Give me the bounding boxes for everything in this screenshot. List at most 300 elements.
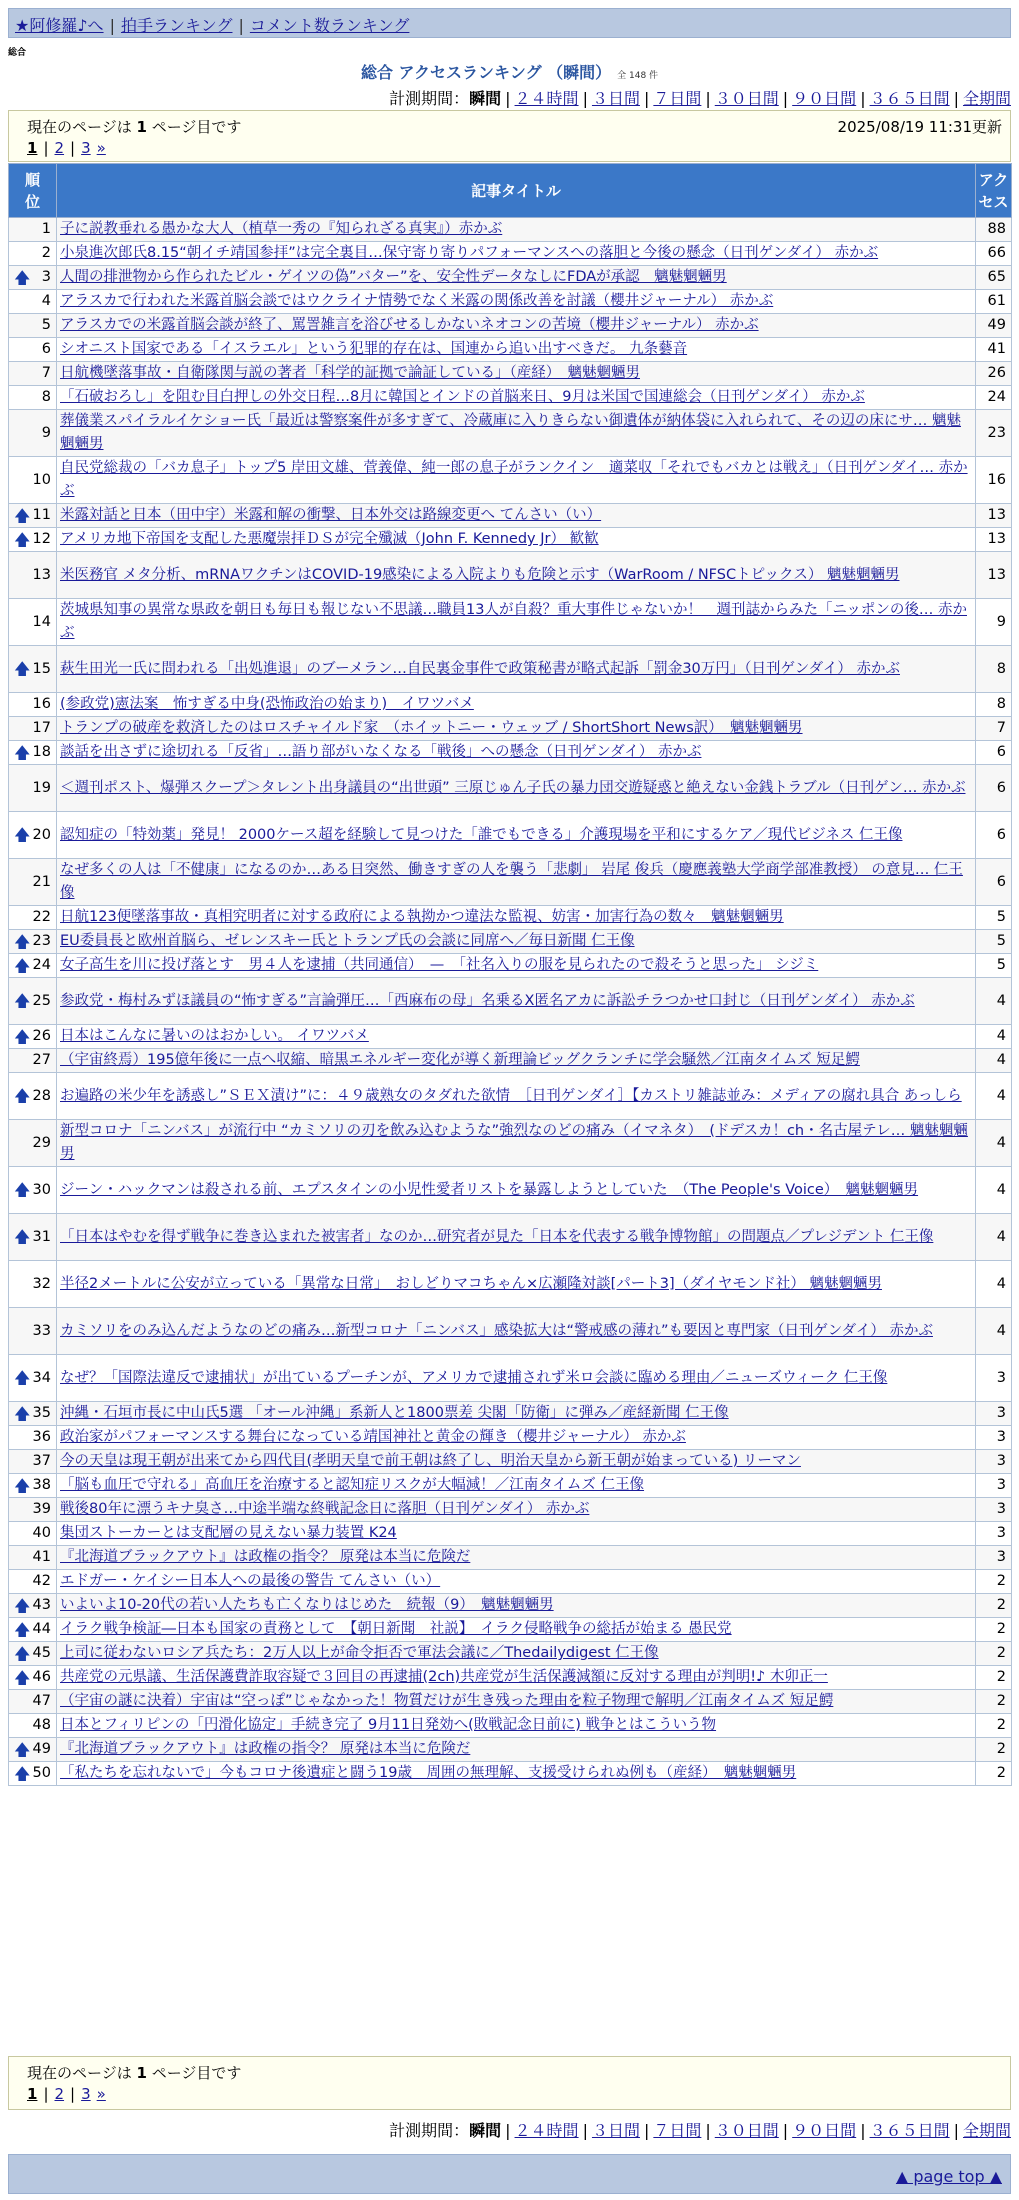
access-count: 2 xyxy=(976,1666,1012,1690)
title-cell xyxy=(57,266,976,290)
access-count: 4 xyxy=(976,1308,1012,1355)
title-cell xyxy=(57,528,976,552)
rank-number: 16 xyxy=(32,696,51,712)
period-option-7d[interactable]: ７日間 xyxy=(653,89,702,108)
rank-number: 3 xyxy=(41,269,51,285)
rank-cell xyxy=(9,528,57,552)
article-link[interactable]: 米医務官 メタ分析、mRNAワクチンはCOVID-19感染による入院よりも危険と示す（WarRoom / NFSCトピックス） 魑魅魍魎男 xyxy=(60,566,900,583)
access-count: 3 xyxy=(976,1546,1012,1570)
table-row xyxy=(9,218,1012,242)
title-cell xyxy=(57,1714,976,1738)
access-count: 65 xyxy=(976,266,1012,290)
access-count: 2 xyxy=(976,1618,1012,1642)
rank-cell xyxy=(9,457,57,504)
access-count: 61 xyxy=(976,290,1012,314)
table-row xyxy=(9,978,1012,1025)
article-link[interactable]: （宇宙終焉）195億年後に一点へ収縮、暗黒エネルギー変化が導く新理論ビッグクランチに学会騒然／江南タイムズ 短足鰐 xyxy=(60,1052,860,1068)
access-count: 6 xyxy=(976,859,1012,906)
rank-number: 46 xyxy=(32,1669,51,1685)
article-link[interactable]: 茨城県知事の異常な県政を朝日も毎日も報じない不思議…職員13人が自殺？重大事件じゃないか！ 週刊誌からみた「ニッポンの後… 赤かぶ xyxy=(60,602,967,641)
title-cell xyxy=(57,1666,976,1690)
rank-number: 39 xyxy=(32,1501,51,1517)
article-link[interactable]: 参政党・梅村みずほ議員の“怖すぎる”言論弾圧…「西麻布の母」名乗るX匿名アカに訴訟チラつかせ口封じ（日刊ゲンダイ） 赤かぶ xyxy=(60,992,915,1009)
access-count: 24 xyxy=(976,386,1012,410)
article-link[interactable]: （宇宙の謎に決着）宇宙は“空っぽ”じゃなかった！物質だけが生き残った理由を粒子物理で解明／江南タイムズ 短足鰐 xyxy=(60,1693,834,1709)
article-link[interactable]: (参政党)憲法案 怖すぎる中身(恐怖政治の始まり) イワツバメ xyxy=(60,696,474,712)
table-row xyxy=(9,1355,1012,1402)
article-link[interactable]: 「日本はやむを得ず戦争に巻き込まれた被害者」なのか…研究者が見た「日本を代表する戦争博物館」の問題点／プレジデント 仁王像 xyxy=(60,1228,934,1245)
rank-number: 20 xyxy=(32,826,51,843)
rank-number: 30 xyxy=(32,1181,51,1198)
title-cell xyxy=(57,410,976,457)
article-link[interactable]: 「石破おろし」を阻む目白押しの外交日程…8月に韓国とインドの首脳来日、9月は米国で国連総会（日刊ゲンダイ） 赤かぶ xyxy=(60,389,865,405)
access-count: 4 xyxy=(976,1025,1012,1049)
rank-cell xyxy=(9,1498,57,1522)
rank-number: 18 xyxy=(32,744,51,760)
title-cell xyxy=(57,1546,976,1570)
title-cell xyxy=(57,1498,976,1522)
period-option-all[interactable]: 全期間 xyxy=(962,2121,1011,2140)
table-row xyxy=(9,266,1012,290)
table-row xyxy=(9,457,1012,504)
rank-cell xyxy=(9,242,57,266)
rank-cell xyxy=(9,1120,57,1167)
title-cell xyxy=(57,504,976,528)
rank-cell xyxy=(9,266,57,290)
rank-number: 37 xyxy=(32,1453,51,1469)
table-row xyxy=(9,646,1012,693)
total-count: 全 148 件 xyxy=(617,71,659,81)
access-count: 5 xyxy=(976,930,1012,954)
article-link[interactable]: ＜週刊ポスト、爆弾スクープ＞タレント出身議員の“出世頭” 三原じゅん子氏の暴力団交遊疑惑と絶えない金銭トラブル（日刊ゲン… 赤かぶ xyxy=(60,779,966,796)
title-cell xyxy=(57,1049,976,1073)
page-current: 1 xyxy=(27,2085,38,2103)
period-selector-top: 計測期間：瞬間 | ２４時間 | ３日間 | ７日間 | ３０日間 | ９０日間 | ３６５日間 | 全期間 xyxy=(389,89,1011,108)
rank-up-arrow-icon: 🡅 xyxy=(14,1180,31,1199)
rank-number: 14 xyxy=(32,613,51,630)
rank-up-arrow-icon: 🡅 xyxy=(14,1368,31,1387)
rank-number: 9 xyxy=(41,424,51,441)
access-count: 2 xyxy=(976,1690,1012,1714)
title-cell xyxy=(57,386,976,410)
title-cell xyxy=(57,552,976,599)
article-link[interactable]: 共産党の元県議、生活保護費詐取容疑で３回目の再逮捕(2ch)共産党が生活保護減額に反対する理由が判明!♪ 木卯正一 xyxy=(60,1669,828,1685)
title-cell xyxy=(57,1426,976,1450)
rank-cell xyxy=(9,1714,57,1738)
article-link[interactable]: 日航123便墜落事故・真相究明者に対する政府による執拗かつ違法な監視、妨害・加害行為の数々 魑魅魍魎男 xyxy=(60,909,784,925)
table-row xyxy=(9,693,1012,717)
article-link[interactable]: アラスカでの米露首脳会談が終了、罵詈雑言を浴びせるしかないネオコンの苦境（櫻井ジャーナル） 赤かぶ xyxy=(60,317,759,333)
rank-cell xyxy=(9,1167,57,1214)
period-option-3d[interactable]: ３日間 xyxy=(591,2121,640,2140)
rank-up-arrow-icon: 🡅 xyxy=(14,1667,31,1687)
access-count: 8 xyxy=(976,693,1012,717)
rank-up-arrow-icon: 🡅 xyxy=(14,955,31,975)
access-count: 3 xyxy=(976,1426,1012,1450)
rank-number: 12 xyxy=(32,531,51,547)
article-link[interactable]: 米露対話と日本（田中宇）米露和解の衝撃、日本外交は路線変更へ てんさい（い） xyxy=(60,507,602,523)
table-row xyxy=(9,242,1012,266)
period-option-90d[interactable]: ９０日間 xyxy=(792,89,857,108)
table-row xyxy=(9,1308,1012,1355)
rank-number: 35 xyxy=(32,1405,51,1421)
rank-cell xyxy=(9,1666,57,1690)
table-row xyxy=(9,1522,1012,1546)
title-cell xyxy=(57,290,976,314)
rank-cell xyxy=(9,1738,57,1762)
article-link[interactable]: 上司に従わないロシア兵たち：2万人以上が命令拒否で軍法会議に／Thedailydigest 仁王像 xyxy=(60,1645,659,1661)
nav-separator: | xyxy=(109,16,115,35)
article-link[interactable]: 日本とフィリピンの「円滑化協定」手続き完了 9月11日発効へ(敗戦記念日前に) 戦争とはこういう物 xyxy=(60,1717,717,1733)
period-option-all[interactable]: 全期間 xyxy=(962,89,1011,108)
period-option-24h[interactable]: ２４時間 xyxy=(514,2121,579,2140)
table-row xyxy=(9,1426,1012,1450)
table-row xyxy=(9,599,1012,646)
table-row xyxy=(9,410,1012,457)
rank-cell xyxy=(9,765,57,812)
table-row xyxy=(9,504,1012,528)
table-row xyxy=(9,1546,1012,1570)
comment-ranking-link[interactable]: コメント数ランキング xyxy=(249,16,410,35)
title-cell xyxy=(57,242,976,266)
header-title: 記事タイトル xyxy=(57,164,976,218)
access-count: 13 xyxy=(976,528,1012,552)
period-label: 計測期間： xyxy=(389,89,470,108)
title-cell xyxy=(57,1025,976,1049)
table-row xyxy=(9,717,1012,741)
article-link[interactable]: 『北海道ブラックアウト』は政権の指令？ 原発は本当に危険だ xyxy=(60,1741,471,1757)
rank-number: 38 xyxy=(32,1477,51,1493)
access-count: 2 xyxy=(976,1642,1012,1666)
title-cell xyxy=(57,1618,976,1642)
title-cell xyxy=(57,1402,976,1426)
title-cell xyxy=(57,741,976,765)
rank-number: 4 xyxy=(41,293,51,309)
rank-cell xyxy=(9,859,57,906)
article-link[interactable]: 『北海道ブラックアウト』は政権の指令？ 原発は本当に危険だ xyxy=(60,1549,471,1565)
article-link[interactable]: 日航機墜落事故・自衛隊関与説の著者「科学的証拠で論証している」（産経） 魑魅魍魎男 xyxy=(60,365,640,381)
page-next-link[interactable]: » xyxy=(96,2085,106,2103)
rank-number: 42 xyxy=(32,1573,51,1589)
title-cell xyxy=(57,1570,976,1594)
rank-cell xyxy=(9,1025,57,1049)
rank-cell xyxy=(9,218,57,242)
table-row xyxy=(9,528,1012,552)
table-row xyxy=(9,1642,1012,1666)
rank-cell xyxy=(9,1308,57,1355)
rank-up-arrow-icon: 🡅 xyxy=(14,1403,31,1423)
rank-cell xyxy=(9,410,57,457)
article-link[interactable]: 今の天皇は現王朝が出来てから四代目(孝明天皇で前王朝は終了し、明治天皇から新王朝が始まっている) リーマン xyxy=(60,1453,801,1469)
article-link[interactable]: 集団ストーカーとは支配層の見えない暴力装置 K24 xyxy=(60,1525,397,1541)
clap-ranking-link[interactable]: 拍手ランキング xyxy=(120,16,233,35)
period-option-current: 瞬間 xyxy=(469,89,502,108)
article-link[interactable]: シオニスト国家である「イスラエル」という犯罪的存在は、国連から追い出すべきだ。 九条藝音 xyxy=(60,341,688,357)
rank-number: 31 xyxy=(32,1228,51,1245)
article-link[interactable]: 沖縄・石垣市長に中山氏5選 「オール沖縄」系新人と1800票差 尖閣「防衛」に弾み／産経新聞 仁王像 xyxy=(60,1405,729,1421)
rank-number: 47 xyxy=(32,1693,51,1709)
access-count: 4 xyxy=(976,1261,1012,1308)
title-cell xyxy=(57,599,976,646)
rank-cell xyxy=(9,906,57,930)
rank-number: 49 xyxy=(32,1741,51,1757)
article-link[interactable]: 「脳も血圧で守れる」高血圧を治療すると認知症リスクが大幅減！／江南タイムズ 仁王像 xyxy=(60,1477,645,1493)
title-cell xyxy=(57,1738,976,1762)
rank-cell xyxy=(9,1261,57,1308)
rank-up-arrow-icon: 🡅 xyxy=(14,659,31,678)
article-link[interactable]: 政治家がパフォーマンスする舞台になっている靖国神社と黄金の輝き（櫻井ジャーナル） 赤かぶ xyxy=(60,1429,686,1445)
page-top-link[interactable]: ▲ page top ▲ xyxy=(895,2167,1002,2186)
access-count: 13 xyxy=(976,552,1012,599)
title-cell xyxy=(57,457,976,504)
article-link[interactable]: お遍路の米少年を誘惑し”ＳＥＸ漬け”に：４９歳熟女のタダれた欲情 ［日刊ゲンダイ］【カストリ雑誌並み：メディアの腐れ具合 あっしら xyxy=(60,1087,962,1104)
rank-cell xyxy=(9,1402,57,1426)
page-link-3[interactable]: 3 xyxy=(81,139,91,157)
page-title xyxy=(8,60,1011,83)
period-option-30d[interactable]: ３０日間 xyxy=(714,89,779,108)
title-cell xyxy=(57,1308,976,1355)
title-cell xyxy=(57,1214,976,1261)
page-link-2[interactable]: 2 xyxy=(54,2085,65,2103)
access-count: 4 xyxy=(976,1049,1012,1073)
table-row xyxy=(9,930,1012,954)
access-count: 5 xyxy=(976,906,1012,930)
article-link[interactable]: 女子高生を川に投げ落とす 男４人を逮捕（共同通信） — 「社名入りの服を見られたので殺そうと思った」 シジミ xyxy=(60,957,819,973)
access-count: 9 xyxy=(976,599,1012,646)
access-count: 4 xyxy=(976,1120,1012,1167)
rank-number: 27 xyxy=(32,1052,51,1068)
access-count: 2 xyxy=(976,1570,1012,1594)
updated-timestamp: 2025/08/19 11:31更新 xyxy=(837,117,1002,136)
rank-cell xyxy=(9,954,57,978)
article-link[interactable]: 萩生田光一氏に問われる「出処進退」のブーメラン…自民裏金事件で政策秘書が略式起訴「罰金30万円」（日刊ゲンダイ） 赤かぶ xyxy=(60,660,900,677)
rank-number: 43 xyxy=(32,1597,51,1613)
rank-up-arrow-icon: 🡅 xyxy=(14,505,31,525)
pagination-bottom: 1 | 2 | 3 » xyxy=(27,2085,106,2103)
access-count: 3 xyxy=(976,1522,1012,1546)
rank-cell xyxy=(9,1690,57,1714)
article-link[interactable]: 新型コロナ「ニンバス」が流行中 “カミソリの刃を飲み込むような”強烈なのどの痛み（イマネタ） (ドデスカ！ch・名古屋テレ… 魑魅魍魎男 xyxy=(60,1123,968,1162)
rank-number: 11 xyxy=(32,507,51,523)
table-row xyxy=(9,552,1012,599)
article-link[interactable]: 「私たちを忘れないで」今もコロナ後遺症と闘う19歳 周囲の無理解、支援受けられぬ例も（産経） 魑魅魍魎男 xyxy=(60,1765,797,1781)
table-row xyxy=(9,1714,1012,1738)
title-cell xyxy=(57,1522,976,1546)
article-link[interactable]: トランプの破産を救済したのはロスチャイルド家 （ホイットニー・ウェッブ / ShortShort News訳） 魑魅魍魎男 xyxy=(60,720,803,736)
period-option-3d[interactable]: ３日間 xyxy=(591,89,640,108)
rank-cell xyxy=(9,741,57,765)
article-link[interactable]: 自民党総裁の「バカ息子」トップ5 岸田文雄、菅義偉、純一郎の息子がランクイン 適菜収「それでもバカとは戦え」（日刊ゲンダイ… 赤かぶ xyxy=(60,460,968,499)
rank-cell xyxy=(9,504,57,528)
article-link[interactable]: 小泉進次郎氏8.15“朝イチ靖国参拝”は完全裏目…保守寄り寄りパフォーマンスへの落胆と今後の懸念（日刊ゲンダイ） 赤かぶ xyxy=(60,245,879,261)
rank-number: 19 xyxy=(32,779,51,796)
ranking-rows xyxy=(9,218,1012,1786)
article-link[interactable]: なぜ？「国際法違反で逮捕状」が出ているプーチンが、アメリカで逮捕されず米ロ会談に臨める理由／ニューズウィーク 仁王像 xyxy=(60,1369,888,1386)
title-cell xyxy=(57,765,976,812)
article-link[interactable]: エドガー・ケイシー日本人への最後の警告 てんさい（い） xyxy=(60,1573,441,1589)
rank-number: 1 xyxy=(41,221,51,237)
rank-cell xyxy=(9,717,57,741)
title-cell xyxy=(57,218,976,242)
rank-up-arrow-icon: 🡅 xyxy=(14,1227,31,1246)
rank-number: 41 xyxy=(32,1549,51,1565)
period-option-365d[interactable]: ３６５日間 xyxy=(869,2121,950,2140)
rank-cell xyxy=(9,1594,57,1618)
rank-cell xyxy=(9,930,57,954)
table-row xyxy=(9,338,1012,362)
page-link-3[interactable]: 3 xyxy=(81,2085,91,2103)
access-count: 6 xyxy=(976,812,1012,859)
article-link[interactable]: なぜ多くの人は「不健康」になるのか…ある日突然、働きすぎの人を襲う「悲劇」 岩尾 俊兵（慶應義塾大学商学部准教授） の意見… 仁王像 xyxy=(60,862,963,901)
rank-up-arrow-icon: 🡅 xyxy=(14,1739,31,1759)
rank-cell xyxy=(9,386,57,410)
current-page-text: 現在のページは 1 ページ目です xyxy=(27,117,242,136)
article-link[interactable]: 子に説教垂れる愚かな大人（植草一秀の『知られざる真実』）赤かぶ xyxy=(60,221,503,237)
title-cell xyxy=(57,930,976,954)
rank-number: 40 xyxy=(32,1525,51,1541)
rank-number: 44 xyxy=(32,1621,51,1637)
rank-number: 50 xyxy=(32,1765,51,1781)
article-link[interactable]: EU委員長と欧州首脳ら、ゼレンスキー氏とトランプ氏の会談に同席へ／毎日新聞 仁王像 xyxy=(60,933,635,949)
rank-number: 29 xyxy=(32,1134,51,1151)
table-row xyxy=(9,1167,1012,1214)
table-row xyxy=(9,1073,1012,1120)
header-rank: 順位 xyxy=(9,164,57,218)
rank-up-arrow-icon: 🡅 xyxy=(14,825,31,844)
title-cell xyxy=(57,314,976,338)
table-row xyxy=(9,1762,1012,1786)
title-cell xyxy=(57,1355,976,1402)
article-link[interactable]: イラク戦争検証―日本も国家の責務として 【朝日新聞 社説】 イラク侵略戦争の総括が始まる 愚民党 xyxy=(60,1621,732,1637)
table-row xyxy=(9,1570,1012,1594)
table-row xyxy=(9,1666,1012,1690)
table-row xyxy=(9,1618,1012,1642)
page-info-bottom xyxy=(8,2056,1011,2110)
rank-cell xyxy=(9,646,57,693)
table-row xyxy=(9,741,1012,765)
table-row xyxy=(9,1402,1012,1426)
current-page-text: 現在のページは 1 ページ目です xyxy=(27,2063,242,2082)
rank-number: 8 xyxy=(41,389,51,405)
page-next-link[interactable]: » xyxy=(96,139,106,157)
rank-cell xyxy=(9,1642,57,1666)
title-cell xyxy=(57,1450,976,1474)
ranking-table xyxy=(8,163,1012,1786)
period-option-365d[interactable]: ３６５日間 xyxy=(869,89,950,108)
period-label: 計測期間： xyxy=(389,2121,470,2140)
home-link[interactable]: ★阿修羅♪へ xyxy=(15,16,104,35)
rank-up-arrow-icon: 🡅 xyxy=(14,1086,31,1105)
article-link[interactable]: アメリカ地下帝国を支配した悪魔崇拝ＤＳが完全殲滅（John F. Kennedy Jr） 歓歓 xyxy=(60,531,599,547)
page-info-top xyxy=(8,110,1011,162)
table-row xyxy=(9,1450,1012,1474)
footer-bar xyxy=(8,2154,1011,2194)
rank-cell xyxy=(9,1546,57,1570)
rank-cell xyxy=(9,1570,57,1594)
access-count: 4 xyxy=(976,978,1012,1025)
rank-cell xyxy=(9,1762,57,1786)
rank-cell xyxy=(9,1426,57,1450)
rank-up-arrow-icon: 🡅 xyxy=(14,742,31,762)
rank-number: 32 xyxy=(32,1275,51,1292)
title-cell xyxy=(57,717,976,741)
access-count: 5 xyxy=(976,954,1012,978)
period-selector-bottom: 計測期間：瞬間 | ２４時間 | ３日間 | ７日間 | ３０日間 | ９０日間 | ３６５日間 | 全期間 xyxy=(389,2121,1011,2140)
rank-number: 48 xyxy=(32,1717,51,1733)
access-count: 16 xyxy=(976,457,1012,504)
rank-number: 17 xyxy=(32,720,51,736)
rank-up-arrow-icon: 🡅 xyxy=(14,1643,31,1663)
access-count: 49 xyxy=(976,314,1012,338)
table-row xyxy=(9,362,1012,386)
period-option-24h[interactable]: ２４時間 xyxy=(514,89,579,108)
access-count: 23 xyxy=(976,410,1012,457)
table-row xyxy=(9,1025,1012,1049)
title-cell xyxy=(57,338,976,362)
rank-cell xyxy=(9,1355,57,1402)
rank-cell xyxy=(9,693,57,717)
period-option-7d[interactable]: ７日間 xyxy=(653,2121,702,2140)
rank-cell xyxy=(9,552,57,599)
rank-up-arrow-icon: 🡅 xyxy=(14,1763,31,1783)
article-link[interactable]: カミソリをのみ込んだようなのどの痛み…新型コロナ「ニンバス」感染拡大は“警戒感の薄れ”も要因と専門家（日刊ゲンダイ） 赤かぶ xyxy=(60,1322,933,1339)
table-row xyxy=(9,1261,1012,1308)
title-cell xyxy=(57,1120,976,1167)
rank-number: 36 xyxy=(32,1429,51,1445)
rank-number: 34 xyxy=(32,1369,51,1386)
article-link[interactable]: 戦後80年に漂うキナ臭さ…中途半端な終戦記念日に落胆（日刊ゲンダイ） 赤かぶ xyxy=(60,1501,590,1517)
article-link[interactable]: アラスカで行われた米露首脳会談ではウクライナ情勢でなく米露の関係改善を討議（櫻井ジャーナル） 赤かぶ xyxy=(60,293,774,309)
rank-up-arrow-icon: 🡅 xyxy=(14,1595,31,1615)
rank-number: 15 xyxy=(32,660,51,677)
rank-cell xyxy=(9,1522,57,1546)
rank-number: 6 xyxy=(41,341,51,357)
article-link[interactable]: 葬儀業スパイラルイケショー氏「最近は警察案件が多すぎて、冷蔵庫に入りきらない御遺体が納体袋に入れられて、その辺の床にサ… 魑魅魍魎男 xyxy=(60,413,961,452)
article-link[interactable]: 認知症の「特効薬」発見！ 2000ケース超を経験して見つけた「誰でもできる」介護現場を平和にするケア／現代ビジネス 仁王像 xyxy=(60,826,903,843)
table-row xyxy=(9,1690,1012,1714)
rank-up-arrow-icon: 🡅 xyxy=(14,1026,31,1046)
title-cell xyxy=(57,693,976,717)
article-link[interactable]: ジーン・ハックマンは殺される前、エプスタインの小児性愛者リストを暴露しようとしていた （The People's Voice） 魑魅魍魎男 xyxy=(60,1181,919,1198)
table-row xyxy=(9,1049,1012,1073)
access-count: 66 xyxy=(976,242,1012,266)
access-count: 3 xyxy=(976,1355,1012,1402)
header-access: アクセス xyxy=(976,164,1012,218)
article-link[interactable]: いよいよ10-20代の若い人たちも亡くなりはじめた 続報（9） 魑魅魍魎男 xyxy=(60,1597,554,1613)
rank-number: 22 xyxy=(32,909,51,925)
title-cell xyxy=(57,1261,976,1308)
title-cell xyxy=(57,1594,976,1618)
rank-up-arrow-icon: 🡅 xyxy=(14,1475,31,1495)
rank-number: 21 xyxy=(32,873,51,890)
title-cell xyxy=(57,1642,976,1666)
access-count: 13 xyxy=(976,504,1012,528)
access-count: 2 xyxy=(976,1762,1012,1786)
period-option-30d[interactable]: ３０日間 xyxy=(714,2121,779,2140)
title-cell xyxy=(57,1762,976,1786)
period-option-90d[interactable]: ９０日間 xyxy=(792,2121,857,2140)
rank-up-arrow-icon: 🡅 xyxy=(14,991,31,1010)
article-link[interactable]: 日本はこんなに暑いのはおかしい。 イワツバメ xyxy=(60,1028,369,1044)
rank-number: 23 xyxy=(32,933,51,949)
page-link-2[interactable]: 2 xyxy=(54,139,65,157)
rank-number: 2 xyxy=(41,245,51,261)
access-count: 4 xyxy=(976,1214,1012,1261)
rank-cell xyxy=(9,599,57,646)
article-link[interactable]: 談話を出さずに途切れる「反省」…語り部がいなくなる「戦後」への懸念（日刊ゲンダイ） 赤かぶ xyxy=(60,744,702,760)
article-link[interactable]: 半径2メートルに公安が立っている「異常な日常」 おしどりマコちゃん×広瀬隆対談[パート3]（ダイヤモンド社） 魑魅魍魎男 xyxy=(60,1275,882,1292)
article-link[interactable]: 人間の排泄物から作られたビル・ゲイツの偽”バター”を、安全性データなしにFDAが承認 魑魅魍魎男 xyxy=(60,269,727,285)
